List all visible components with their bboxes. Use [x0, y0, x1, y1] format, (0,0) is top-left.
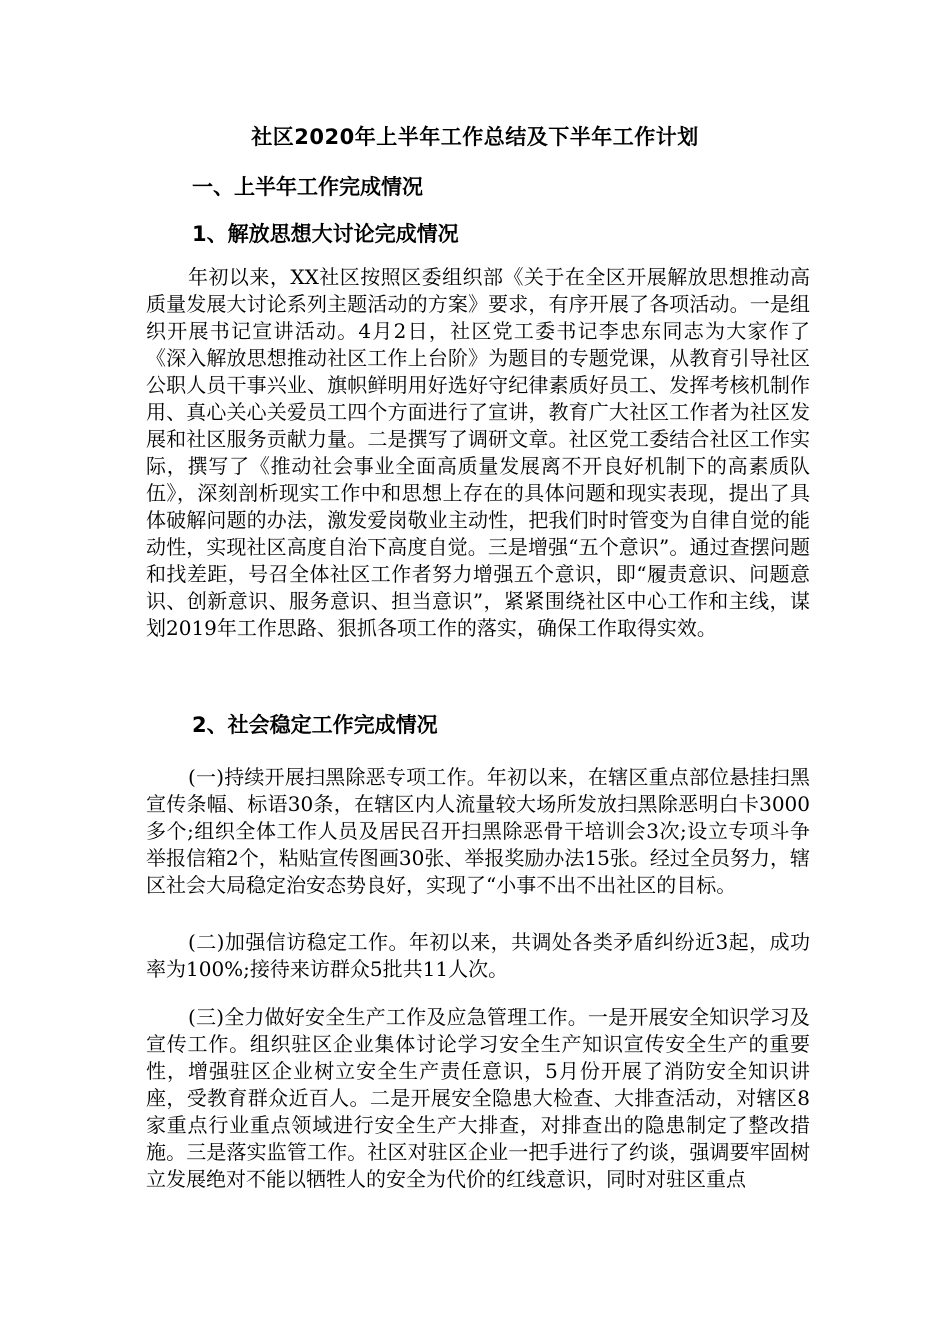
- body-paragraph: 年初以来，XX社区按照区委组织部《关于在全区开展解放思想推动高质量发展大讨论系列主题活动的方案》要求，有序开展了各项活动。一是组织开展书记宣讲活动。4月2日，社区党工委书记李忠东同志为大家作了《深入解放思想推动社区工作上台阶》为题目的专题党课，从教育引导社区公职人员干事兴业、旗帜鲜明用好选好守纪律素质好员工、发挥考核机制作用、真心关心关爱员工四个方面进行了宣讲，教育广大社区工作者为社区发展和社区服务贡献力量。二是撰写了调研文章。社区党工委结合社区工作实际，撰写了《推动社会事业全面高质量发展离不开良好机制下的高素质队伍》，深刻剖析现实工作中和思想上存在的具体问题和现实表现，提出了具体破解问题的办法，激发爱岗敬业主动性，把我们时时管变为自律自觉的能动性，实现社区高度自治下高度自觉。三是增强“五个意识”。通过查摆问题和找差距，号召全体社区工作者努力增强五个意识，即“履责意识、问题意识、创新意识、服务意识、担当意识”，紧紧围绕社区中心工作和主线，谋划2019年工作思路、狠抓各项工作的落实，确保工作取得实效。: [146, 265, 810, 640]
- subsection-heading: 1、解放思想大讨论完成情况: [192, 222, 459, 246]
- body-paragraph: (二)加强信访稳定工作。年初以来，共调处各类矛盾纠纷近3起，成功率为100%;接待来访群众5批共11人次。: [146, 930, 810, 981]
- document-title: 社区2020年上半年工作总结及下半年工作计划: [251, 125, 699, 149]
- subsection-heading: 2、社会稳定工作完成情况: [192, 713, 438, 737]
- section-heading: 一、上半年工作完成情况: [192, 175, 423, 199]
- body-paragraph: (三)全力做好安全生产工作及应急管理工作。一是开展安全知识学习及宣传工作。组织驻区企业集体讨论学习安全生产知识宣传安全生产的重要性，增强驻区企业树立安全生产责任意识，5月份开展了消防安全知识讲座，受教育群众近百人。二是开展安全隐患大检查、大排查活动，对辖区8家重点行业重点领域进行安全生产大排查，对排查出的隐患制定了整改措施。三是落实监管工作。社区对驻区企业一把手进行了约谈，强调要牢固树立发展绝对不能以牺牲人的安全为代价的红线意识，同时对驻区重点: [146, 1005, 810, 1191]
- body-paragraph: (一)持续开展扫黑除恶专项工作。年初以来，在辖区重点部位悬挂扫黑宣传条幅、标语30条，在辖区内人流量较大场所发放扫黑除恶明白卡3000多个;组织全体工作人员及居民召开扫黑除恶骨干培训会3次;设立专项斗争举报信箱2个，粘贴宣传图画30张、举报奖励办法15张。经过全员努力，辖区社会大局稳定治安态势良好，实现了“小事不出不出社区的目标。: [146, 765, 810, 897]
